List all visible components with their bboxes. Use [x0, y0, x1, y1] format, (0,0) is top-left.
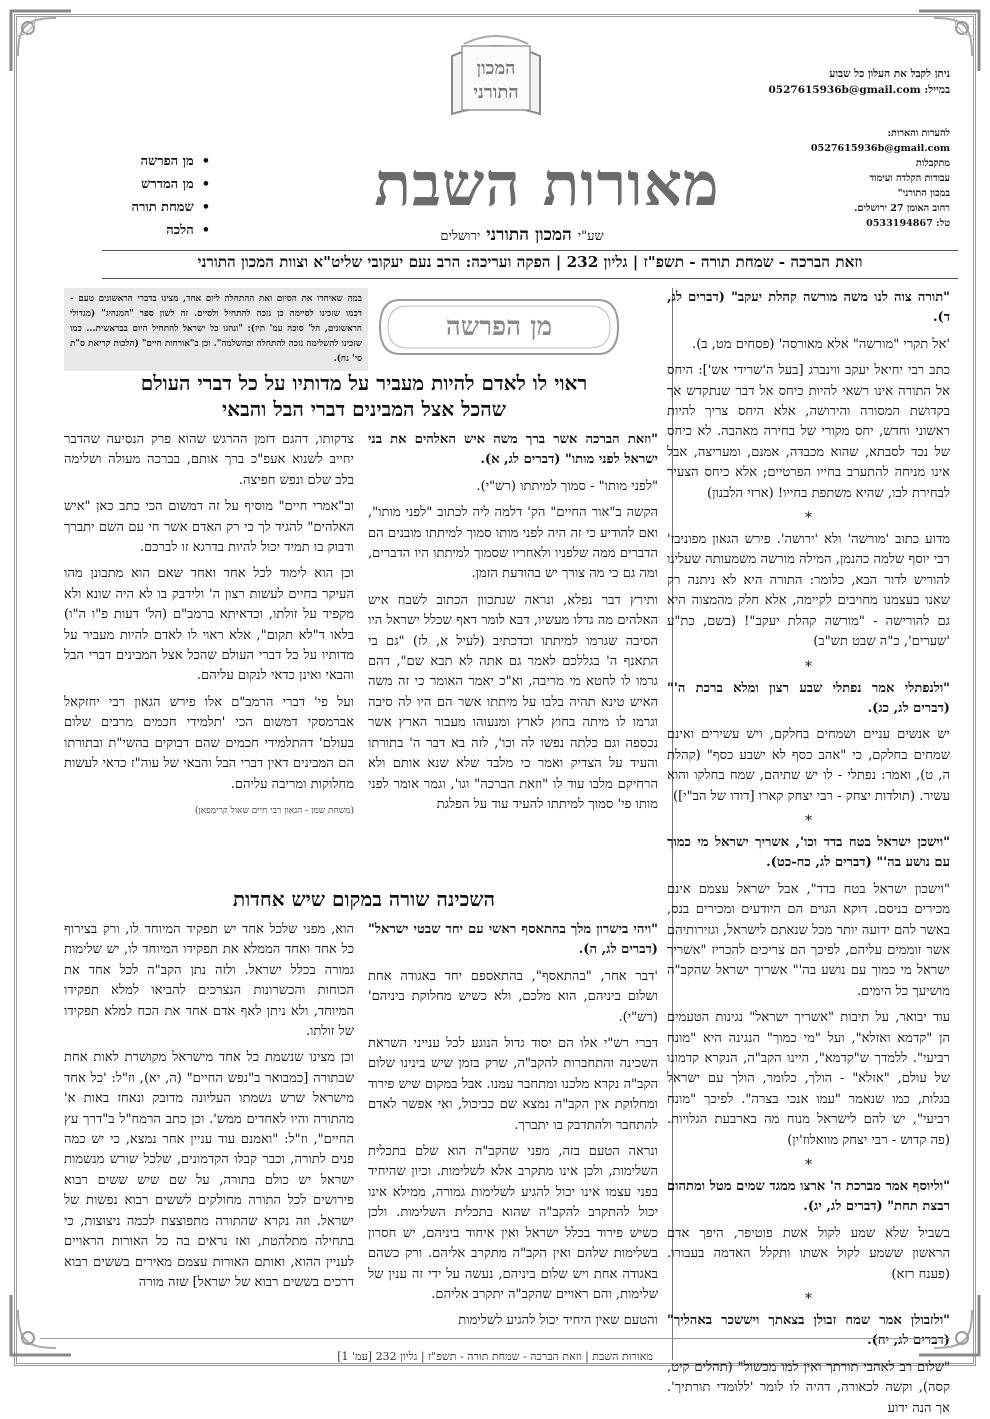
contact-address: רחוב האומן 27 ירושלים. — [854, 203, 950, 214]
topic-item: • מן הפרשה — [80, 150, 210, 173]
topic-item: • הלכה — [80, 219, 210, 242]
section-tag — [370, 290, 628, 364]
newsletter-title: מאורות השבת — [374, 150, 720, 220]
subtitle-prefix: שע"י — [577, 229, 604, 244]
subscribe-line: ניתן לקבל את העלון כל שבוע — [829, 68, 950, 80]
contact-email[interactable]: 0527615936b@gmail.com — [810, 143, 950, 154]
paragraph: 'דבר אחר, "בהתאסף", בהתאספם יחד באגודה אחת ושלום ביניהם, הוא מלכם, ולא כשיש מחלוקת ביניהם' (רש"י). — [368, 968, 658, 1025]
verse-quote: "תורה צוה לנו משה מורשה קהלת יעקב" (דברים לג, ד). — [667, 290, 950, 326]
paragraph: "לפני מותו" - סמוך למיתתו (רש"י). — [476, 478, 658, 494]
section-tag-label: מן הפרשה — [445, 312, 553, 342]
divider — [102, 278, 958, 279]
article2-col-right — [368, 920, 658, 1356]
logo-line2: התורני — [473, 82, 519, 103]
contact-text: במכון התורני" — [897, 188, 950, 199]
separator-star: * — [805, 812, 812, 829]
source-citation: (משחת שמן - הגאון רבי חיים שאול קרימפאן) — [194, 805, 354, 816]
separator-star: * — [805, 510, 812, 527]
paragraph: יש אנשים עניים ושמחים בחלקם, ויש עשירים ואינם שמחים בחלקם, כי "אהב כסף לא ישבע כסף" (קהלת ה, ט), ואמר: נפתלי - לו יש שתיהם, שמח בחלקו והוא עשיר. (תולדות יצחק - רבי יצחק קארו [דודו של הב"י]) — [667, 727, 950, 804]
verse-quote: "וזאת הברכה אשר ברך משה איש האלהים את בני ישראל לפני מותו" (דברים לג, א). — [368, 432, 658, 468]
topics-list — [80, 150, 210, 242]
subtitle-city: ירושלים — [440, 229, 481, 244]
article-heading — [64, 886, 664, 912]
verse-quote: "וישכן ישראל בטח בדד וכו', אשריך ישראל מי כמוך עם נושע בה'" (דברים לג, כח-כט). — [667, 834, 950, 871]
heading-line: השכינה שורה במקום שיש אחדות — [232, 887, 496, 911]
contact-text: עבודות הקלדה ועימוד — [869, 173, 950, 184]
subscribe-email[interactable]: במייל: 0527615936b@gmail.com — [768, 84, 950, 96]
paragraph: כתב רבי יחיאל יעקב ווינברג [בעל ה'שרידי אש']: היחס אל התורה אינו רשאי להיות כיחס אל דבר שנתקדש אך בקדושת המסורה והירושה, אלא היחס צריך להיות ראשוני וחדש, יחס מקורי של בחירה מאהבה. לא כיחס של נכד לסבתא, שהוא מכבדה, אמנם, ומעריצה, אבל אינו מניחה להתערב בחייו הפרטיים; אלא כיחס הצעיר לבחירת לבו, שהיא משתפת בחייו! (ארזי הלבנון) — [667, 363, 950, 501]
separator-star: * — [805, 658, 812, 675]
newsletter-page — [32, 22, 958, 1416]
logo-line1: המכון — [476, 58, 516, 79]
verse-quote: "ולזבולן אמר שמח זבולן בצאתך ויששכר באהליך" (דברים לג, יח). — [667, 1313, 950, 1349]
newsletter-subtitle — [362, 222, 682, 250]
separator-star: * — [805, 1157, 812, 1174]
paragraph: הוא, מפני שלכל אחד יש תפקיד המיוחד לו, ורק בצירוף כל אחד ואחד הממלא את תפקידו המיוחד לו, יש שלימות גמורה בכלל ישראל. ולזה נתן הקב"ה לכל אחד את הכוחות והכשרונות הנצרכים להביאו למלא תפקידו המיוחד, ולא ניתן לאף אדם אחד את הכח למלא תפקידו של זולתו. — [64, 922, 354, 1040]
paragraph: וב"אמרי חיים" מוסיף על זה דמשום הכי כתב כאן "איש האלהים" להגיד לך כי רק האדם אשר חי עם השם יתברך ודבוק בו תמיד יכול להיות בדרגא זו לברכם. — [64, 499, 354, 556]
verse-quote: "ויהי בישרון מלך בהתאסף ראשי עם יחד שבטי ישראל" (דברים לג, ה). — [368, 922, 658, 958]
paragraph: ותירץ דבר נפלא, ונראה שנתכוון הכתוב לשבח איש האלהים מה גדלו מעשיו, דבא לומר דאף שכלל ישראל היו הסיבה שגרמו למיתתו וכדכתיב (לעיל א, לז) "גם בי התאנף ה' בגללכם לאמר גם אתה לא תבא שם", דהם גרמו לו לחטא מי מריבה, וא"כ יאמר האומר כי זה משה האיש טינא תהיה בלבו על מיתתו אשר הם היו לה סיבה וגרמו לו מיתה בחוץ לארץ ומנעוהו מעבור הארץ אשר נכספה וגם כלתה נפשו לה וכו', לזה בא דבר ה' בתורתו והעיד על הצדיק ואמר כי מלבד שלא שנא אותם ולא הרחיקם מלבו עוד לו "וזאת הברכה" וגו', וגמר אומר לפני מותו פי' סמוך למיתתו להעיד עוד על הפלגת — [368, 592, 658, 812]
subtitle-main: המכון התורני — [486, 225, 572, 245]
paragraph: והטעם שאין היחיד יכול להגיע לשלימות — [458, 1313, 658, 1329]
subscribe-info — [750, 66, 950, 98]
paragraph: ועל פי' דברי הרמב"ם אלו פירש הגאון רבי יחזקאל אברמסקי דמשום הכי 'תלמידי חכמים מרבים שלום בעולם' דהתלמידי חכמים שהם דבוקים בהשי"ת ובתורתו הם המבינים דאין דברי הבל והבאי של עוה"ז כדאי לעשות מחלוקות ומריבה עליהם. — [64, 694, 354, 792]
institute-logo — [444, 26, 548, 122]
contact-label: להערות והארות: — [887, 128, 950, 139]
paragraph: צדקותו, דהגם דזמן ההרגש שהוא פרק הנסיעה שהדבר יחייב לשנוא אעפ"כ ברך אותם, בברכה מעולה ושלימה בלב שלם ונפש חפיצה. — [64, 432, 354, 488]
topic-item: • מן המדרש — [80, 173, 210, 196]
paragraph: 'אל תקרי "מורשה" אלא מאורסה' (פסחים מט, ב). — [692, 336, 950, 352]
paragraph: ונראה הטעם בזה, מפני שהקב"ה הוא שלם בתכלית השלימות, ולכן אינו מתקרב אלא לשלימות. וכיון שהיחיד בפני עצמו אינו יכול להגיע לשלימות גמורה, ממילא אינו יכול להתקרב להקב"ה שהוא בתכלית השלימות. ולכן כשיש פירוד בכלל ישראל ואין איחוד ביניהם, יש חסרון בשלימות שלהם ואין הקב"ה מתקרב אליהם. ורק כשהם באגודה אחת ויש שלום ביניהם, נעשה על ידי זה ענין של שלימות, והם ראויים שהקב"ה יתקרב אליהם. — [368, 1144, 658, 1302]
right-column — [667, 288, 950, 1416]
separator-star: * — [805, 1291, 812, 1308]
heading-line: ראוי לו לאדם להיות מעביר על מדותיו על כל דברי העולם — [140, 371, 588, 395]
paragraph: "שלום רב לאהבי תורתך ואין למו מכשול" (תהלים קיט, קסה), וקשה לכאורה, דהיה לו לומר 'ללומדי תורתיך'. אך הנה ידוע — [667, 1359, 950, 1416]
paragraph: דברי רש"י אלו הם יסוד גדול הנוגע לכל ענייני השראת השכינה והתחברות להקב"ה, שרק בזמן שיש בינינו שלום הקב"ה נקרא מלכנו ומתחבר עמנו. אבל במקום שיש פירוד ומחלוקת אין הקב"ה נמצא שם כביכול, ואי אפשר לאדם להתחבר ולהתדבק בו יתברך. — [368, 1036, 658, 1133]
paragraph: הקשה ב"אור החיים" הק' דלמה ליה לכתוב "לפני מותו", ואם להודיע כי זה היה לפני מותו סמוך למיתתו מובנים הם הדברים ממה שלפניו ולאחריו שסמוך למיתתו היו הדברים, ומה גם כי מה צורך יש בהודעת הזמן. — [368, 505, 658, 582]
page-footer: מאורות השבת | וזאת הברכה - שמחת תורה - תשפ"ז | גליון 232 [עמ' 1] — [337, 1350, 653, 1363]
footer-divider — [40, 1338, 950, 1339]
paragraph: עוד יבואר, על תיבות "אשריך ישראל" נגינות הטעמים הן "קדמא ואזלא", ועל "מי כמוך" הנגינה היא "מונח רביעי". ללמדך ש"קדמא", היינו הקב"ה, הנקרא קדמונו של עולם, "אזלא" - הולך, כלומר, הולך עם ישראל בגלות, כמו שנאמר "עמו אנכי בצרה". לפיכך "מונח רביעי", יש להם לישראל מנוח מה בארבעת הגלויות. (פה קדוש - רבי יצחק מוואלוז'ין) — [667, 1010, 950, 1148]
article1-col-left — [64, 430, 354, 880]
article2-col-left — [64, 920, 354, 1356]
heading-line: שהכל אצל המבינים דברי הבל והבאי — [222, 397, 506, 421]
paragraph: וכן מצינו שנשמת כל אחד מישראל מקושרת לאות אחת שבתורה [כמבואר ב"נפש החיים" (ה, יא), וז"ל: 'כל אחד מישראל שרש נשמתו העליונה מדובק ונאחז באות א' מהתורה והיו לאחדים ממש'. וכן כתב הרמח"ל ב"דרך עץ החיים", וז"ל: "ואמנם עוד עניין אחר נמצא, כי יש כמה פנים לתורה, וכבר קבלו הקדמונים, שלכל שורש מנשמות ישראל יש כולם בתורה, על שם שיש ששים רבוא פירושים לכל התורה מחולקים לששים רבוא נפשות של ישראל. וזה נקרא שהתורה מתפוצצת לכמה ניצוצות, כי בתחילה מתלהטת, ואז נראים בה כל האורות הראויים לעניין ההוא, ואותם האורות עצמם מאירים בששים רבוא דרכים בששים רבוא של ישראל] שזה מורה — [64, 1050, 354, 1290]
article-heading — [64, 370, 664, 422]
topic-item: • שמחת תורה — [80, 196, 210, 219]
paragraph: בשביל שלא שמע לקול אשת פוטיפר, היפך אדם הראשון ששמע לקול אשתו ותקלל האדמה בעבורו. (פענח רזא) — [667, 1225, 950, 1282]
note-box: במה שאיחדו את הסיום ואת ההתחלה ליום אחד, מצינו בדברי הראשונים טעם - דכמו שזכינו לסיימה כן נזכה להתחיל ולסיים. זה לשון ספר "המנהיג" (מגדולי הראשונים, הל' סוכה עמ' תיז): "ונהגו כל ישראל להתחיל היום בבראשית... כמו שזכינו להשלימה נזכה להתחלה ובהשלמה". וכן ב"אורחות חיים" (הלכות קריאת ס"ת סי' נח). — [64, 288, 368, 371]
verse-quote: "ולנפתלי אמר נפתלי שבע רצון ומלא ברכת ה'" (דברים לג, כג). — [667, 680, 950, 716]
verse-quote: "וליוסף אמר מברכת ה' ארצו ממגד שמים מטל ומתהום רבצת תחת" (דברים לג, יג). — [667, 1179, 950, 1215]
paragraph: "וישכון ישראל בטח בדד", אבל ישראל עצמם אינם מכירים בניסם. דוקא הגוים הם היודעים ומכירים בנס, באשר להם ידועה יותר מכל שנאתם לישראל, וגזירותיהם אשר זוממים עליהם, לפיכך הם צריכים להכריז "אשריך ישראל מי כמוך עם נושע בה'" אשריך ישראל שהקב"ה מושיעך כל הימים. — [667, 881, 950, 999]
article1-col-right — [368, 430, 658, 880]
issue-info: וזאת הברכה - שמחת תורה - תשפ"ז | גליון 232 | הפקה ועריכה: הרב נעם יעקובי שליט"א וצוות המכון התורני — [197, 253, 863, 271]
paragraph: מדוע כתוב 'מורשה' ולא 'ירושה'. פירש הגאון מפוניבז' רבי יוסף שלמה כהנמן, המילה מורשה משמעותה שעלינו להוריש לדור הבא, כלומר: התורה היא לא ניתנה רק שאנו בעצמנו מחויבים לקיימה, אלא חלק מהמצוה היא גם להורישה - "מורשה קהלת יעקב"! (בשם, כת"ע 'שערים', כ"ה שבט תש"ב) — [667, 532, 950, 650]
contact-text: מתקבלות — [915, 158, 950, 169]
contact-phone: טל: 0533194867 — [866, 218, 950, 229]
paragraph: וכן הוא לימוד לכל אחד ואחד שאם הוא מתבונן מהו העיקר בחיים לעשות רצון ה' ולידבק בו לא היה שונא ולא מקפיד על זולתו, וכדאיתא ברמב"ם (הל' דעות פ"ו ה"ו) בלאו ד"לא תקום", אלא ראוי לו לאדם להיות מעביר על מדותיו על כל דברי העולם שהכל אצל המבינים דברי הבל והבאי ואינן כדאי לנקום עליהם. — [64, 566, 354, 684]
